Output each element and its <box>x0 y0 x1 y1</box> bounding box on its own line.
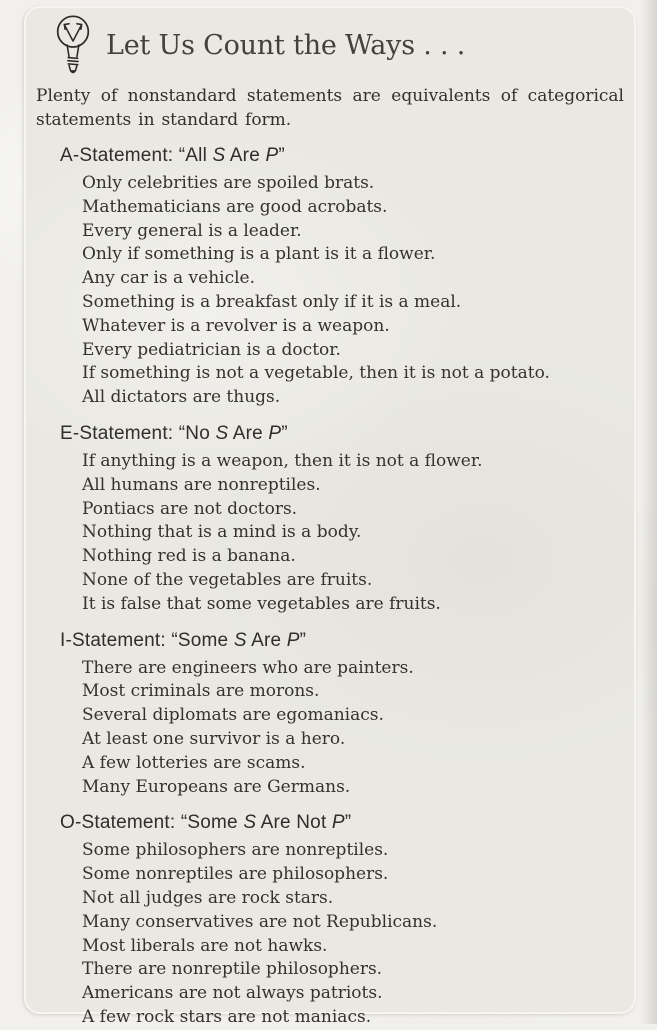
statement-item: Mathematicians are good acrobats. <box>82 196 388 217</box>
statement-item: Something is a breakfast only if it is a meal. <box>82 291 462 312</box>
statement-item: Many Europeans are Germans. <box>82 776 351 797</box>
statement-item: Only celebrities are spoiled brats. <box>82 173 375 193</box>
statement-item: Most criminals are morons. <box>82 681 320 702</box>
statement-item: All dictators are thugs. <box>82 387 281 408</box>
statement-item: Some nonreptiles are philosophers. <box>82 864 389 885</box>
term-variable: S <box>212 145 226 166</box>
statement-item: A few rock stars are not maniacs. <box>82 1006 372 1027</box>
statement-item: There are engineers who are painters. <box>82 657 414 678</box>
intro-paragraph: Plenty of nonstandard statements are equivalents of categorical statements in standard form. <box>36 86 624 130</box>
statement-list <box>34 450 624 617</box>
heading-text: I-Statement: “Some <box>60 629 234 651</box>
statement-section-o <box>34 812 624 1029</box>
statement-list <box>34 839 624 1029</box>
term-variable: S <box>233 629 247 651</box>
statement-item: Pontiacs are not doctors. <box>82 498 298 519</box>
heading-text: Are <box>225 145 266 166</box>
statement-item: Many conservatives are not Republicans. <box>82 911 438 932</box>
section-heading <box>60 630 624 652</box>
statement-item: Most liberals are not hawks. <box>82 935 328 956</box>
heading-text: Are <box>246 629 287 651</box>
term-variable: S <box>243 812 257 834</box>
section-heading <box>60 812 624 834</box>
section-heading <box>60 145 624 167</box>
statement-item: If anything is a weapon, then it is not a flower. <box>82 450 483 471</box>
box-title: Let Us Count the Ways . . . <box>106 30 466 61</box>
statement-item: At least one survivor is a hero. <box>82 728 346 749</box>
heading-text: A-Statement: “All <box>60 145 213 166</box>
heading-text: Are Not <box>256 812 332 834</box>
heading-text: ” <box>344 812 352 834</box>
statement-item: Every pediatrician is a doctor. <box>82 339 341 360</box>
callout-box <box>24 6 636 1027</box>
statement-item: There are nonreptile philosophers. <box>82 959 383 980</box>
heading-text: E-Statement: “No <box>60 422 216 444</box>
statement-item: If something is not a vegetable, then it is not a potato. <box>82 363 550 384</box>
statement-section-a <box>34 145 624 410</box>
statement-item: Nothing red is a banana. <box>82 546 296 567</box>
statement-list <box>34 657 624 800</box>
statement-section-i <box>34 630 624 800</box>
section-heading <box>60 423 624 445</box>
statement-item: Americans are not always patriots. <box>82 983 383 1004</box>
term-variable: P <box>265 145 279 166</box>
statement-item: Some philosophers are nonreptiles. <box>82 840 389 861</box>
term-variable: P <box>268 422 282 444</box>
box-header <box>34 12 624 76</box>
statement-item: Every general is a leader. <box>82 220 302 241</box>
term-variable: S <box>215 422 229 444</box>
statement-item: Any car is a vehicle. <box>82 268 255 289</box>
term-variable: P <box>331 812 345 834</box>
heading-text: Are <box>228 422 269 444</box>
term-variable: P <box>286 629 300 651</box>
statement-list <box>34 172 624 410</box>
heading-text: ” <box>278 145 285 166</box>
statement-item: Not all judges are rock stars. <box>82 887 334 908</box>
statement-item: Only if something is a plant is it a flower. <box>82 244 436 265</box>
sections-container <box>34 145 624 1030</box>
statement-item: Nothing that is a mind is a body. <box>82 522 362 543</box>
heading-text: ” <box>299 629 307 651</box>
heading-text: O-Statement: “Some <box>60 812 244 834</box>
lightbulb-icon <box>48 12 98 78</box>
heading-text: ” <box>281 422 288 444</box>
statement-item: Several diplomats are egomaniacs. <box>82 705 384 726</box>
statement-item: None of the vegetables are fruits. <box>82 569 373 590</box>
statement-item: A few lotteries are scams. <box>82 752 306 773</box>
statement-section-e <box>34 423 624 617</box>
statement-item: All humans are nonreptiles. <box>82 474 321 495</box>
statement-item: It is false that some vegetables are fruits. <box>82 593 441 614</box>
statement-item: Whatever is a revolver is a weapon. <box>82 315 390 336</box>
